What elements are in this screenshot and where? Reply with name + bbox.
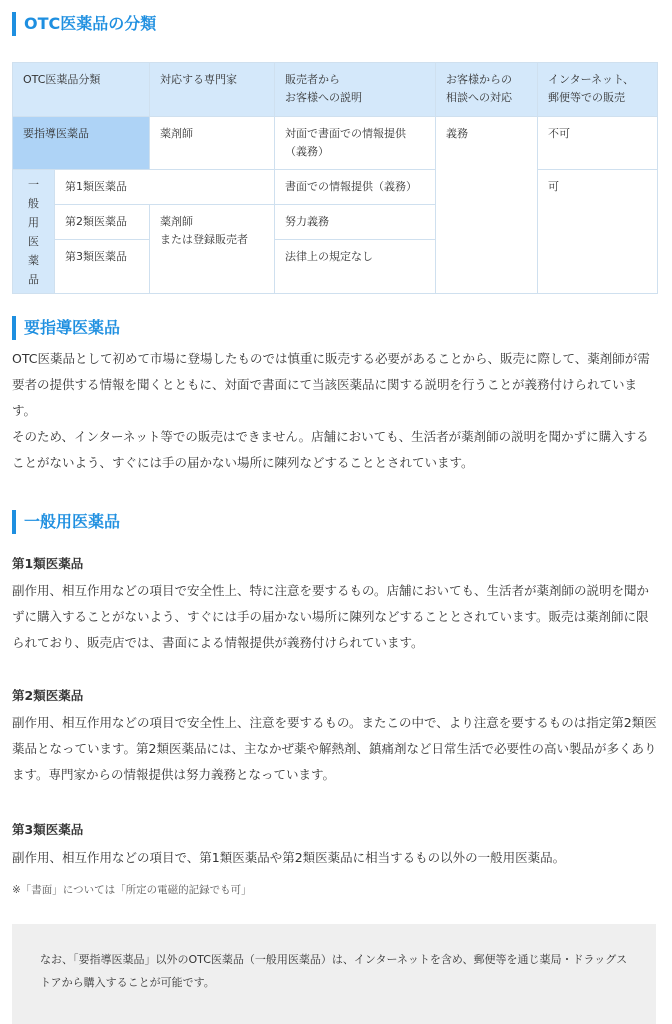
cell-class2: 第2類医薬品: [55, 205, 150, 240]
cell-obligation: 義務: [436, 117, 538, 294]
table-header-row: [13, 63, 658, 117]
cell-not-allowed: 不可: [538, 117, 658, 170]
cell-general-otc-label: 一 般 用 医 薬 品: [13, 170, 55, 294]
info-box-text: なお、「要指導医薬品」以外のOTC医薬品（一般用医薬品）は、インターネットを含め、郵便等を通じ薬局・ドラッグストアから購入することが可能です。: [40, 953, 628, 989]
youshidou-paragraph-2: そのため、インターネット等での販売はできません。店舗においても、生活者が薬剤師の説明を聞かずに購入することがないよう、すぐには手の届かない場所に陳列などすることとされています。: [12, 429, 649, 470]
header-consultation: お客様からの 相談への対応: [436, 63, 538, 117]
cell-written-info: 書面での情報提供（義務）: [275, 170, 436, 205]
cell-no-rule: 法律上の規定なし: [275, 240, 436, 294]
footnote: ※「書面」については「所定の電磁的記録でも可」: [12, 884, 252, 896]
class1-paragraph: 副作用、相互作用などの項目で安全性上、特に注意を要するもの。店舗においても、生活者が薬剤師の説明を聞かずに購入することがないよう、すぐには手の届かない場所に陳列などすることとされています。販売は薬剤師に限られており、販売店では、書面による情報提供が義務付けられています。: [12, 583, 650, 650]
class1-heading: 第1類医薬品: [12, 556, 84, 571]
class3-paragraph: 副作用、相互作用などの項目で、第1類医薬品や第2類医薬品に相当するもの以外の一般用医薬品。: [12, 850, 566, 865]
cell-allowed: 可: [538, 170, 658, 294]
otc-classification-table: [12, 62, 658, 294]
section-title-otc-classification: OTC医薬品の分類: [12, 12, 156, 36]
cell-pharmacist-or-seller: 薬剤師 または登録販売者: [150, 205, 275, 294]
class2-paragraph: 副作用、相互作用などの項目で安全性上、注意を要するもの。またこの中で、より注意を要するものは指定第2類医薬品となっています。第2類医薬品には、主なかぜ薬や解熱剤、鎮痛剤など日常生活で必要性の高い製品が多くあります。専門家からの情報提供は努力義務となっています。: [12, 715, 657, 782]
cell-effort: 努力義務: [275, 205, 436, 240]
cell-class3: 第3類医薬品: [55, 240, 150, 294]
cell-class1: 第1類医薬品: [55, 170, 275, 205]
table-row: [13, 117, 658, 170]
header-internet-sales: インターネット、 郵便等での販売: [538, 63, 658, 117]
header-explanation: 販売者から お客様への説明: [275, 63, 436, 117]
info-box: [12, 924, 656, 1024]
cell-face-to-face: 対面で書面での情報提供（義務）: [275, 117, 436, 170]
section-title-youshidou: 要指導医薬品: [12, 316, 120, 340]
table-row: [13, 170, 658, 205]
class2-heading: 第2類医薬品: [12, 688, 84, 703]
header-specialist: 対応する専門家: [150, 63, 275, 117]
cell-youshidou: 要指導医薬品: [13, 117, 150, 170]
cell-pharmacist: 薬剤師: [150, 117, 275, 170]
section-title-general-otc: 一般用医薬品: [12, 510, 120, 534]
youshidou-paragraph-1: OTC医薬品として初めて市場に登場したものでは慎重に販売する必要があることから、販売に際して、薬剤師が需要者の提供する情報を聞くとともに、対面で書面にて当該医薬品に関する説明を行うことが義務付けられています。: [12, 351, 650, 418]
class3-heading: 第3類医薬品: [12, 822, 84, 837]
header-otc-category: OTC医薬品分類: [13, 63, 150, 117]
